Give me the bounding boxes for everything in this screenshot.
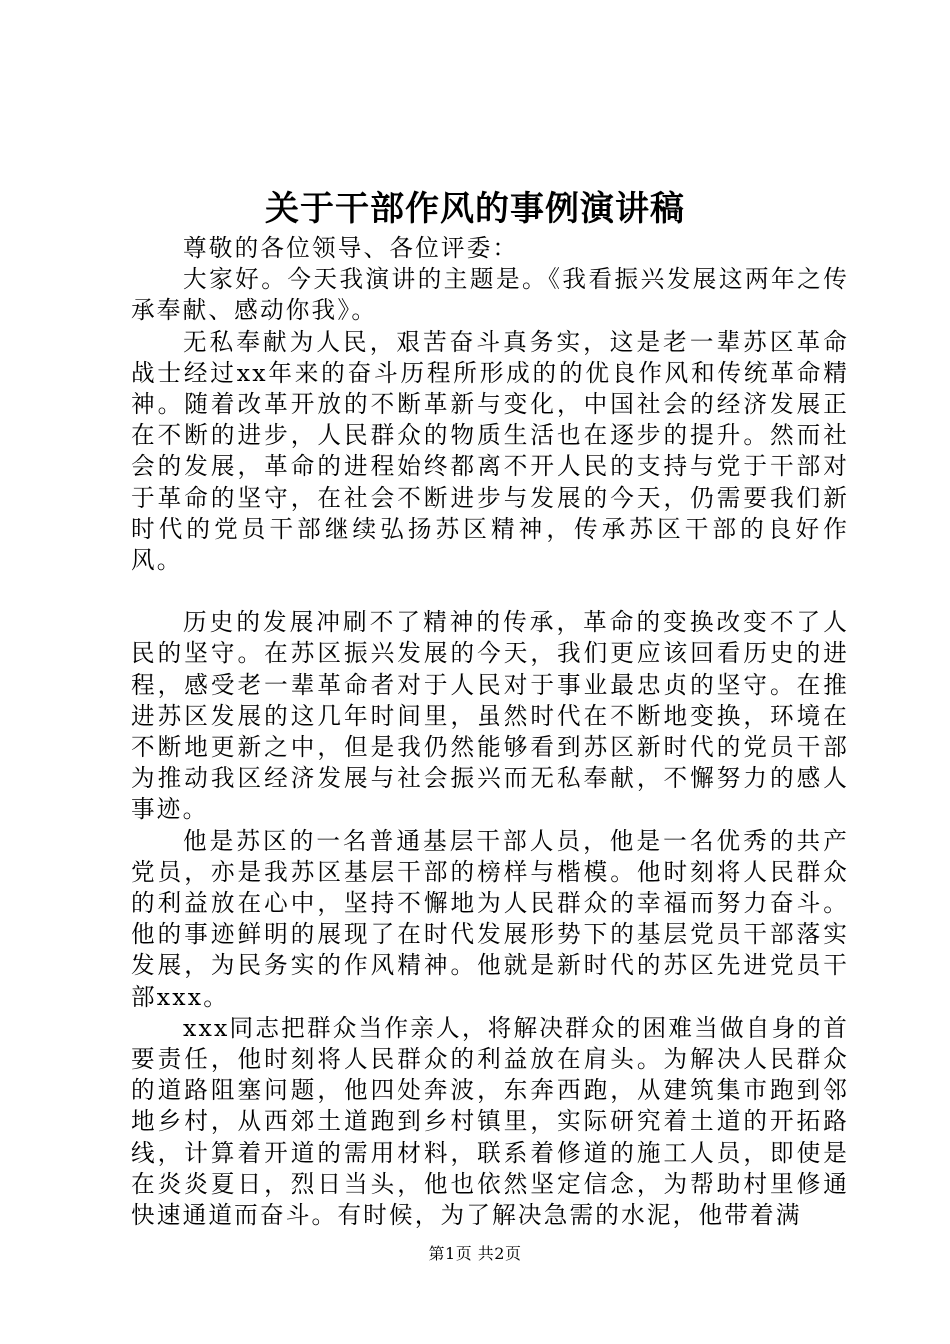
document-title: 关于干部作风的事例演讲稿 (265, 189, 685, 229)
body-paragraph-4: xxx同志把群众当作亲人，将解决群众的困难当做自身的首要责任，他时刻将人民群众的利益放在肩头。为解决人民群众的道路阻塞问题，他四处奔波，东奔西跑，从建筑集市跑到邻地乡村，从西郊土道跑到乡村镇里，实际研究着土道的开拓路线，计算着开道的需用材料，联系着修道的施工人员，即使是在炎炎夏日，烈日当头，他也依然坚定信念，为帮助村里修通快速通道而奋斗。有时候，为了解决急需的水泥，他带着满 (131, 1013, 849, 1230)
body-paragraph-2: 历史的发展冲刷不了精神的传承，革命的变换改变不了人民的坚守。在苏区振兴发展的今天，我们更应该回看历史的进程，感受老一辈革命者对于人民对于事业最忠贞的坚守。在推进苏区发展的这几年时间里，虽然时代在不断地变换，环境在不断地更新之中，但是我仍然能够看到苏区新时代的党员干部为推动我区经济发展与社会振兴而无私奉献，不懈努力的感人事迹。 (131, 608, 849, 824)
salutation-paragraph: 尊敬的各位领导、各位评委： (183, 234, 519, 262)
body-paragraph-3: 他是苏区的一名普通基层干部人员，他是一名优秀的共产党员，亦是我苏区基层干部的榜样与楷模。他时刻将人民群众的利益放在心中，坚持不懈地为人民群众的幸福而努力奋斗。他的事迹鲜明的展现了在时代发展形势下的基层党员干部落实发展，为民务实的作风精神。他就是新时代的苏区先进党员干部xxx。 (131, 826, 849, 1011)
page-number-footer: 第1页 共2页 (428, 1244, 522, 1263)
body-paragraph-1: 无私奉献为人民，艰苦奋斗真务实，这是老一辈苏区革命战士经过xx年来的奋斗历程所形成的的优良作风和传统革命精神。随着改革开放的不断革新与变化，中国社会的经济发展正在不断的进步，人民群众的物质生活也在逐步的提升。然而社会的发展，革命的进程始终都离不开人民的支持与党于干部对于革命的坚守，在社会不断进步与发展的今天，仍需要我们新时代的党员干部继续弘扬苏区精神，传承苏区干部的良好作风。 (131, 327, 849, 575)
greeting-paragraph: 大家好。今天我演讲的主题是。《我看振兴发展这两年之传承奉献、感动你我》。 (131, 265, 849, 325)
document-body (131, 233, 849, 1231)
